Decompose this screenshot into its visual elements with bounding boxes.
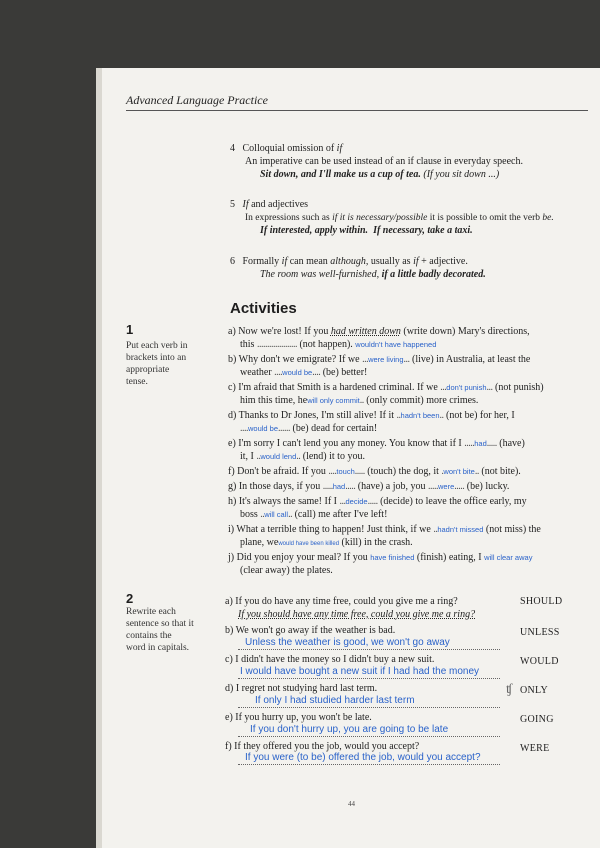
ex2-word-f: WERE xyxy=(520,743,550,754)
note-6-example: The room was well-furnished, if a little badly decorated. xyxy=(260,269,486,280)
ex1-item-h-line1: h) It's always the same! If I ...decide..... (decide) to leave the office early, my xyxy=(228,496,527,507)
ex1-item-c-line1: c) I'm afraid that Smith is a hardened criminal. If we ...don't punish... (not punish) xyxy=(228,382,544,393)
ex2-answer-d[interactable]: If only I had studied harder last term xyxy=(255,695,415,706)
answer-e1[interactable]: had xyxy=(474,439,487,448)
answer-d2[interactable]: would be xyxy=(248,424,279,433)
ex1-item-e-line2: it, I ..would lend.. (lend) it to you. xyxy=(240,451,365,462)
ex2-line-f xyxy=(238,764,500,765)
answer-j2[interactable]: will clear away xyxy=(484,553,533,562)
ex1-item-i-line2: plane, wewould have been killed (kill) in the crash. xyxy=(240,537,413,548)
ex1-item-i-line1: i) What a terrible thing to happen! Just think, if we ..hadn't missed (not miss) the xyxy=(228,524,541,535)
ex1-item-c-line2: him this time, hewill only commit.. (only commit) more crimes. xyxy=(240,395,479,406)
ex2-line-c xyxy=(238,678,500,679)
answer-b2[interactable]: would be xyxy=(282,368,313,377)
ex2-answer-c[interactable]: I would have bought a new suit if I had had the money xyxy=(240,666,480,677)
exercise-2-instruction: Rewrite each sentence so that it contains the word in capitals. xyxy=(126,607,194,653)
ex2-word-e: GOING xyxy=(520,714,554,725)
exercise-1-number: 1 xyxy=(126,322,134,337)
answer-e2[interactable]: would lend xyxy=(260,452,297,461)
exercise-2-number: 2 xyxy=(126,591,134,606)
ex2-question-a: a) If you do have any time free, could you give me a ring? xyxy=(225,596,458,607)
ex2-line-b xyxy=(238,649,500,650)
activities-heading: Activities xyxy=(230,300,297,317)
ex2-question-b: b) We won't go away if the weather is bad. xyxy=(225,625,396,636)
ex1-item-d-line2: ....would be...... (be) dead for certain! xyxy=(240,423,378,434)
note-5-title: 5 If and adjectives xyxy=(230,199,309,210)
running-header: Advanced Language Practice xyxy=(126,93,268,107)
ex1-item-b-line2: weather ....would be.... (be) better! xyxy=(240,367,368,378)
ex1-item-a-line1: a) Now we're lost! If you had written down (write down) Mary's directions, xyxy=(228,326,530,337)
ex1-item-g: g) In those days, if you .....had..... (have) a job, you .....were..... (be) lucky. xyxy=(228,481,510,492)
answer-b1[interactable]: were living xyxy=(368,355,404,364)
ex2-answer-a: If you should have any time free, could you give me a ring? xyxy=(238,609,476,620)
answer-d1[interactable]: hadn't been xyxy=(400,411,440,420)
ex2-question-f: f) If they offered you the job, would you accept? xyxy=(225,741,420,752)
note-5-text: In expressions such as if it is necessary/possible it is possible to omit the verb be. xyxy=(245,213,554,223)
ex1-item-d-line1: d) Thanks to Dr Jones, I'm still alive! If it ..hadn't been.. (not be) for her, I xyxy=(228,410,515,421)
note-4-text: An imperative can be used instead of an if clause in everyday speech. xyxy=(245,156,523,167)
ex1-item-b-line1: b) Why don't we emigrate? If we ...were living... (live) in Australia, at least the xyxy=(228,354,531,365)
answer-f2[interactable]: won't bite xyxy=(443,467,475,476)
answer-i1[interactable]: hadn't missed xyxy=(437,525,484,534)
answer-c1[interactable]: don't punish xyxy=(446,383,487,392)
ex1-item-a-line2: this .................... (not happen). wouldn't have happened xyxy=(240,339,437,350)
ex2-answer-e[interactable]: If you don't hurry up, you are going to be late xyxy=(250,724,449,735)
answer-h1[interactable]: decide xyxy=(345,497,368,506)
ex2-word-c: WOULD xyxy=(520,656,559,667)
answer-i2[interactable]: would have been killed xyxy=(278,541,340,547)
note-4-title: 4 Colloquial omission of if xyxy=(230,143,343,154)
page-edge xyxy=(96,68,102,848)
answer-c2[interactable]: will only commit xyxy=(307,396,360,405)
note-6-title: 6 Formally if can mean although, usually as if + adjective. xyxy=(230,256,468,267)
answer-g2[interactable]: were xyxy=(438,482,455,491)
ex2-question-c: c) I didn't have the money so I didn't buy a new suit. xyxy=(225,654,435,665)
ex2-word-d: ONLY xyxy=(520,685,548,696)
ex2-answer-b[interactable]: Unless the weather is good, we won't go away xyxy=(245,637,450,648)
exercise-1-instruction: Put each verb in brackets into an appropriate tense. xyxy=(126,341,188,387)
ex2-question-d: d) I regret not studying hard last term. xyxy=(225,683,378,694)
ex2-line-e xyxy=(238,736,500,737)
ex2-answer-f[interactable]: If you were (to be) offered the job, would you accept? xyxy=(245,752,481,763)
note-4-example: Sit down, and I'll make us a cup of tea. (If you sit down ...) xyxy=(260,169,500,180)
ex2-question-e: e) If you hurry up, you won't be late. xyxy=(225,712,372,723)
ex1-item-f: f) Don't be afraid. If you ....touch..... (touch) the dog, it .won't bite.. (not bite). xyxy=(228,466,521,477)
ex2-word-b: UNLESS xyxy=(520,627,560,638)
answer-f1[interactable]: touch xyxy=(336,467,355,476)
ex1-item-e-line1: e) I'm sorry I can't lend you any money. You know that if I .....had..... (have) xyxy=(228,438,525,449)
note-5-example: If interested, apply within. If necessary, take a taxi. xyxy=(260,225,473,236)
answer-a[interactable]: wouldn't have happened xyxy=(355,340,437,349)
answer-h2[interactable]: will call xyxy=(264,510,289,519)
ex1-item-j-line2: (clear away) the plates. xyxy=(240,565,333,576)
header-rule xyxy=(126,110,588,111)
ex1-item-j-line1: j) Did you enjoy your meal? If you have finished (finish) eating, I will clear away xyxy=(228,552,533,563)
answer-j1[interactable]: have finished xyxy=(370,553,415,562)
page-number: 44 xyxy=(348,800,355,808)
answer-g1[interactable]: had xyxy=(332,482,346,491)
ex2-line-d xyxy=(238,707,500,708)
pen-mark: ʧ xyxy=(506,682,513,697)
ex2-word-a: SHOULD xyxy=(520,596,563,607)
ex1-item-h-line2: boss ..will call.. (call) me after I've left! xyxy=(240,509,388,520)
